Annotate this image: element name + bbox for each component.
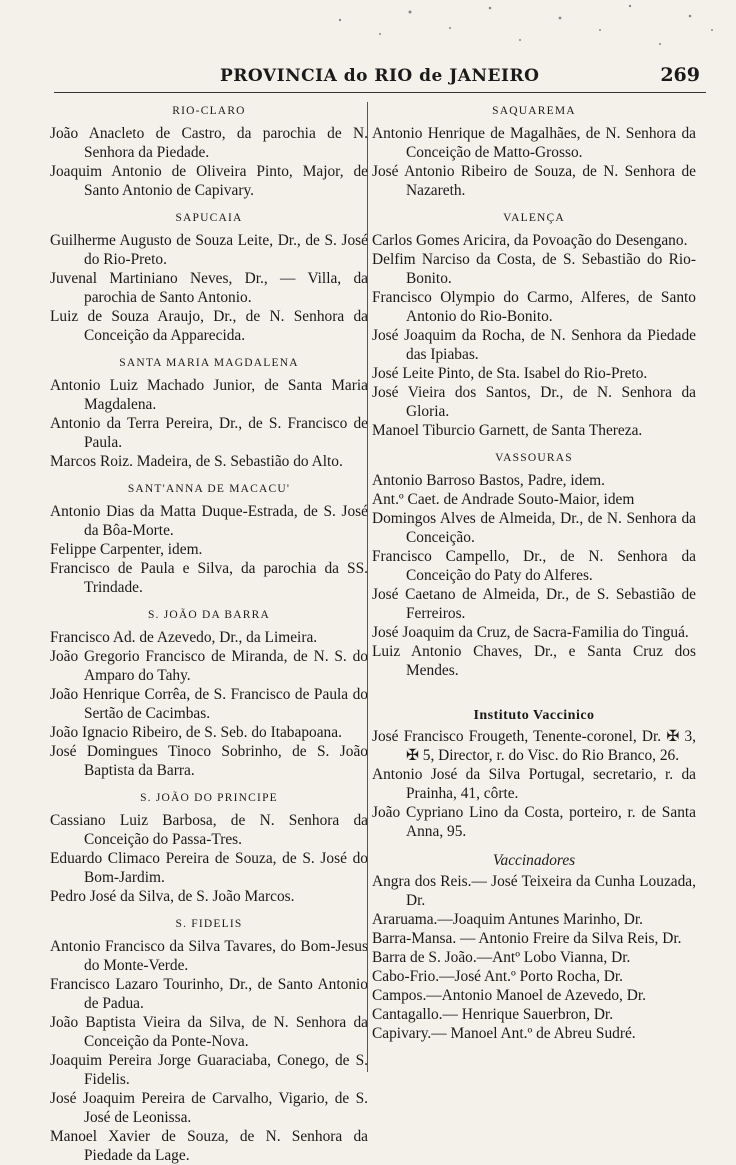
- vaccinator-entry: Araruama.—Joaquim Antunes Marinho, Dr.: [372, 911, 643, 928]
- section-title: S. JOÃO DA BARRA: [147, 609, 271, 621]
- page-header: [0, 62, 736, 92]
- section-title: SAPUCAIA: [175, 212, 243, 224]
- directory-entry: Felippe Carpenter, idem.: [50, 541, 203, 558]
- directory-entry: João Anacleto de Castro, da parochia de N. Senhora da Piedade.: [50, 125, 368, 161]
- vaccinator-entry: Cabo-Frio.—José Ant.º Porto Rocha, Dr.: [372, 968, 624, 985]
- section-title: S. JOÃO DO PRINCIPE: [140, 792, 278, 804]
- directory-entry: Marcos Roiz. Madeira, de S. Sebastião do Alto.: [50, 453, 343, 470]
- column-divider: [367, 102, 368, 1072]
- vaccinator-entry: Cantagallo.— Henrique Sauerbron, Dr.: [372, 1006, 614, 1023]
- page-number: 269: [660, 64, 700, 86]
- section-title: S. FIDELIS: [175, 918, 243, 930]
- institute-title: Instituto Vaccinico: [473, 708, 595, 723]
- section-title: SAQUAREMA: [492, 105, 576, 117]
- section-title: SANTA MARIA MAGDALENA: [119, 357, 299, 369]
- directory-entry: José Caetano de Almeida, Dr., de S. Sebastião de Ferreiros.: [372, 586, 696, 622]
- directory-entry: João Ignacio Ribeiro, de S. Seb. do Itabapoana.: [50, 724, 342, 741]
- directory-entry: Antonio Francisco da Silva Tavares, do Bom-Jesus do Monte-Verde.: [50, 938, 368, 974]
- directory-entry: Joaquim Pereira Jorge Guaraciaba, Conego, de S. Fidelis.: [50, 1052, 368, 1088]
- directory-entry: Domingos Alves de Almeida, Dr., de N. Senhora da Conceição.: [372, 510, 696, 546]
- right-column: [372, 102, 696, 1043]
- directory-entry: Luiz Antonio Chaves, Dr., e Santa Cruz dos Mendes.: [372, 643, 696, 679]
- directory-entry: Francisco Ad. de Azevedo, Dr., da Limeira.: [50, 629, 318, 646]
- vaccinator-entry: Barra-Mansa. — Antonio Freire da Silva Reis, Dr.: [372, 930, 682, 947]
- running-title: PROVINCIA do RIO de JANEIRO: [220, 66, 540, 86]
- directory-entry: Guilherme Augusto de Souza Leite, Dr., de S. José do Rio-Preto.: [50, 232, 368, 268]
- directory-entry: Delfim Narciso da Costa, de S. Sebastião do Rio-Bonito.: [372, 251, 696, 287]
- directory-entry: Antonio Luiz Machado Junior, de Santa Maria Magdalena.: [50, 377, 368, 413]
- left-column: [50, 102, 368, 1165]
- print-noise-decoration: [300, 0, 736, 60]
- section-title: SANT'ANNA DE MACACU': [127, 483, 291, 495]
- vaccinator-entry: Barra de S. João.—Antº Lobo Vianna, Dr.: [372, 949, 631, 966]
- institute-entry: José Francisco Frougeth, Tenente-coronel, Dr. ✠ 3, ✠ 5, Director, r. do Visc. do Rio Branco, 26.: [372, 728, 696, 764]
- directory-entry: João Baptista Vieira da Silva, de N. Senhora da Conceição da Ponte-Nova.: [50, 1014, 368, 1050]
- directory-entry: José Domingues Tinoco Sobrinho, de S. João Baptista da Barra.: [50, 743, 368, 779]
- directory-entry: João Gregorio Francisco de Miranda, de N. S. do Amparo do Tahy.: [50, 648, 368, 684]
- directory-entry: José Leite Pinto, de Sta. Isabel do Rio-Preto.: [372, 365, 648, 382]
- directory-entry: Carlos Gomes Aricira, da Povoação do Desengano.: [372, 232, 688, 249]
- directory-entry: José Antonio Ribeiro de Souza, de N. Senhora de Nazareth.: [372, 163, 696, 199]
- directory-entry: João Henrique Corrêa, de S. Francisco de Paula do Sertão de Cacimbas.: [50, 686, 368, 722]
- directory-entry: Antonio Dias da Matta Duque-Estrada, de S. José da Bôa-Morte.: [50, 503, 368, 539]
- section-title: VALENÇA: [503, 212, 565, 224]
- directory-entry: Francisco de Paula e Silva, da parochia da SS. Trindade.: [50, 560, 368, 596]
- directory-entry: Pedro José da Silva, de S. João Marcos.: [50, 888, 295, 905]
- directory-entry: Joaquim Antonio de Oliveira Pinto, Major, de Santo Antonio de Capivary.: [50, 163, 368, 199]
- section-title: RIO-CLARO: [172, 105, 246, 117]
- directory-entry: Francisco Campello, Dr., de N. Senhora da Conceição do Paty do Alferes.: [372, 548, 696, 584]
- directory-entry: Francisco Lazaro Tourinho, Dr., de Santo Antonio de Padua.: [50, 976, 368, 1012]
- directory-entry: Ant.º Caet. de Andrade Souto-Maior, idem: [372, 491, 635, 508]
- vaccinator-entry: Angra dos Reis.— José Teixeira da Cunha Louzada, Dr.: [372, 873, 696, 909]
- directory-entry: José Joaquim da Cruz, de Sacra-Familia do Tinguá.: [372, 624, 689, 641]
- directory-entry: José Joaquim Pereira de Carvalho, Vigario, de S. José de Leonissa.: [50, 1090, 368, 1126]
- directory-entry: Francisco Olympio do Carmo, Alferes, de Santo Antonio do Rio-Bonito.: [372, 289, 696, 325]
- directory-entry: José Vieira dos Santos, Dr., de N. Senhora da Gloria.: [372, 384, 696, 420]
- directory-entry: Manoel Tiburcio Garnett, de Santa Thereza.: [372, 422, 643, 439]
- directory-entry: Eduardo Climaco Pereira de Souza, de S. José do Bom-Jardim.: [50, 850, 368, 886]
- vaccinator-entry: Capivary.— Manoel Ant.º de Abreu Sudré.: [372, 1025, 636, 1042]
- institute-entry: Antonio José da Silva Portugal, secretario, r. da Prainha, 41, côrte.: [372, 766, 696, 802]
- vaccinators-subtitle: Vaccinadores: [492, 852, 576, 869]
- section-title: VASSOURAS: [495, 452, 573, 464]
- institute-entry: João Cypriano Lino da Costa, porteiro, r. de Santa Anna, 95.: [372, 804, 696, 840]
- directory-entry: Antonio Barroso Bastos, Padre, idem.: [372, 472, 605, 489]
- directory-entry: Cassiano Luiz Barbosa, de N. Senhora da Conceição do Passa-Tres.: [50, 812, 368, 848]
- directory-entry: José Joaquim da Rocha, de N. Senhora da Piedade das Ipiabas.: [372, 327, 696, 363]
- header-rule: [54, 92, 706, 93]
- directory-entry: Antonio da Terra Pereira, Dr., de S. Francisco de Paula.: [50, 415, 368, 451]
- directory-entry: Juvenal Martiniano Neves, Dr., — Villa, da parochia de Santo Antonio.: [50, 270, 368, 306]
- directory-entry: Antonio Henrique de Magalhães, de N. Senhora da Conceição de Matto-Grosso.: [372, 125, 696, 161]
- directory-entry: Manoel Xavier de Souza, de N. Senhora da Piedade da Lage.: [50, 1128, 368, 1164]
- directory-entry: Luiz de Souza Araujo, Dr., de N. Senhora da Conceição da Apparecida.: [50, 308, 368, 344]
- vaccinator-entry: Campos.—Antonio Manoel de Azevedo, Dr.: [372, 987, 646, 1004]
